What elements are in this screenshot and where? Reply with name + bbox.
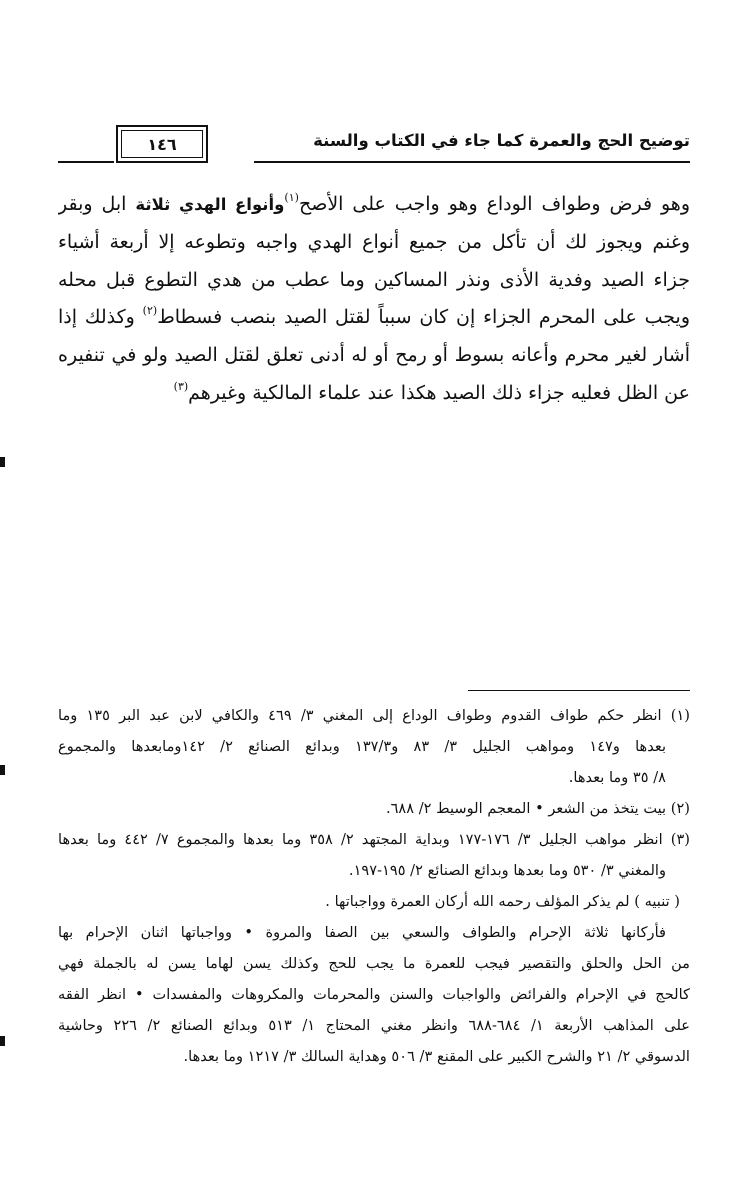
scan-margin-mark	[0, 765, 5, 775]
footnote-separator	[468, 690, 690, 691]
main-text	[58, 186, 690, 413]
bold-phrase: وأنواع الهدي ثلاثة	[135, 195, 285, 214]
running-header	[58, 125, 690, 177]
text-line: عن الظل فعليه جزاء ذلك الصيد هكذا عند علماء المالكية وغيرهم$^{(٣)}$	[173, 379, 690, 404]
footnote-ref: (١)	[284, 191, 299, 204]
book-title: توضيح الحج والعمرة كما جاء في الكتاب والسنة	[313, 131, 690, 150]
header-rule-left	[58, 161, 114, 163]
footnote-line: الدسوقي ٢/ ٢١ والشرح الكبير على المقنع ٣/ ٥٠٦ وهداية السالك ٣/ ١٢١٧ وما بعدها.	[183, 1048, 690, 1065]
footnote-line: (٢) بيت يتخذ من الشعر • المعجم الوسيط ٢/ ٦٨٨.	[385, 800, 690, 817]
footnote-line: كالحج في الإحرام والفرائض والواجبات والسنن والمحرمات والمكروهات والمفسدات • انظر الفقه	[58, 986, 690, 1003]
footnote-line: من الحل والحلق والتقصير فيجب للعمرة ما يجب للحج وكذلك يسن لهاما يسن له بالجملة فهي	[58, 955, 690, 972]
footnote-line: (١) انظر حكم طواف القدوم وطواف الوداع إلى المغني ٣/ ٤٦٩ والكافي لابن عبد البر ١٣٥ وما	[58, 707, 690, 724]
footnotes	[58, 700, 690, 1072]
footnote-line: فأركانها ثلاثة الإحرام والطواف والسعي بين الصفا والمروة • وواجباتها اثنان الإحرام بها	[58, 924, 666, 941]
footnote-line: ٨/ ٣٥ وما بعدها.	[568, 769, 666, 786]
text-line: وغنم ويجوز لك أن تأكل من جميع أنواع الهدي واجبه وتطوعه إلا أربعة أشياء	[58, 230, 690, 253]
text-line: جزاء الصيد وفدية الأذى ونذر المساكين وما عطب من هدي التطوع قبل محله	[58, 268, 690, 291]
scan-margin-mark	[0, 1036, 5, 1046]
scan-margin-mark	[0, 457, 5, 467]
page-number-box	[116, 125, 208, 163]
header-rule	[254, 161, 690, 163]
footnote-line: بعدها و١٤٧ ومواهب الجليل ٣/ ٨٣ و١٣٧/٣ وبدائع الصنائع ٢/ ١٤٢ومابعدها والمجموع	[58, 738, 667, 755]
page-number: ١٤٦	[121, 130, 203, 158]
text-line: وهو فرض وطواف الوداع وهو واجب على الأصح$^{(١)}$وأنواع الهدي ثلاثة ابل وبقر	[58, 191, 690, 215]
text-line: ويجب على المحرم الجزاء إن كان سبباً لقتل الصيد بنصب فسطاط$^{(٢)}$ وكذلك إذا	[58, 304, 690, 329]
footnote-line: على المذاهب الأربعة ١/ ٦٨٤-٦٨٨ وانظر مغني المحتاج ١/ ٥١٣ وبدائع الصنائع ٢/ ٢٢٦ وحاشية	[58, 1017, 690, 1034]
footnote-line: ( تنبيه ) لم يذكر المؤلف رحمه الله أركان العمرة وواجباتها .	[325, 893, 680, 910]
text-line: أشار لغير محرم وأعانه بسوط أو رمح أو له أدنى تعلق لقتل الصيد ولو في تنفيره	[58, 344, 690, 367]
footnote-ref: (٢)	[142, 304, 158, 318]
footnote-line: والمغني ٣/ ٥٣٠ وما بعدها وبدائع الصنائع ٢/ ١٩٥-١٩٧.	[348, 862, 666, 879]
footnote-ref: (٣)	[173, 379, 189, 393]
footnote-line: (٣) انظر مواهب الجليل ٣/ ١٧٦-١٧٧ وبداية المجتهد ٢/ ٣٥٨ وما بعدها والمجموع ٧/ ٤٤٢ وما بعدها	[58, 831, 690, 848]
